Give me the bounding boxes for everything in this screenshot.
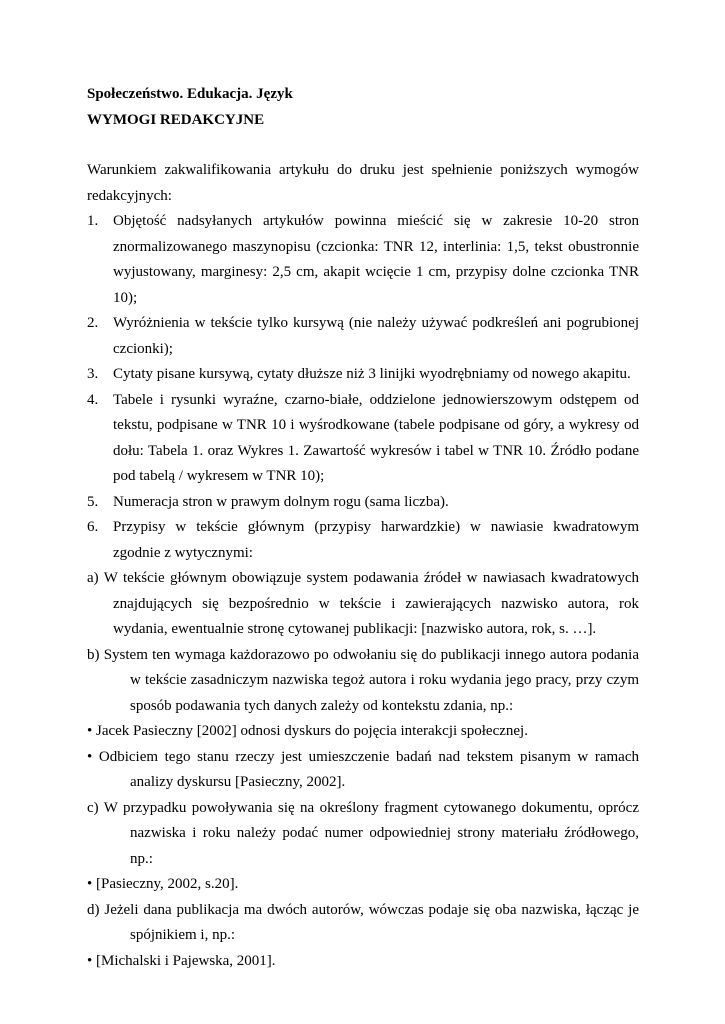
item-number: 3. — [87, 366, 99, 382]
journal-name: Społeczeństwo. Edukacja. Język — [87, 86, 293, 102]
item-number: 5. — [87, 493, 99, 510]
example-bullet: • [Michalski i Pajewska, 2001]. — [87, 952, 276, 969]
spacer — [87, 133, 639, 158]
list-item — [87, 388, 639, 490]
item-text: Cytaty pisane kursywą, cytaty dłuższe niż 3 linijki wyodrębniamy od nowego akapitu. — [113, 366, 631, 382]
item-text: Tabele i rysunki wyraźne, czarno-białe, oddzielone jednowierszowym odstępem od tekstu, podpisane w TNR 10 i wyśrodkowane (tabele podpisane od góry, a wykresy od dołu: Tabela 1. oraz Wykres 1. Zawartość wykresów i tabel w TNR 10. Źródło podane pod tabelą / wykresem w TNR 10); — [113, 391, 639, 484]
example-bullet: • [Pasieczny, 2002, s.20]. — [87, 876, 239, 892]
item-text: Numeracja stron w prawym dolnym rogu (sama liczba). — [113, 493, 449, 510]
list-item — [87, 362, 639, 388]
item-text: Wyróżnienia w tekście tylko kursywą (nie należy używać podkreśleń ani pogrubionej czcionki); — [113, 315, 639, 357]
example-bullet: • Odbiciem tego stanu rzeczy jest umieszczenie badań nad tekstem pisanym w ramach analizy dyskursu [Pasieczny, 2002]. — [87, 748, 639, 790]
list-item — [87, 515, 639, 566]
item-number: 4. — [87, 391, 99, 408]
list-item — [87, 311, 639, 362]
item-number: 6. — [87, 519, 99, 535]
example-bullet: • Jacek Pasieczny [2002] odnosi dyskurs do pojęcia interakcji społecznej. — [87, 723, 528, 739]
subpoint-b: b) System ten wymaga każdorazowo po odwołaniu się do publikacji innego autora podania w tekście zasadniczym nazwiska tegoż autora i roku wydania jego pracy, przy czym sposób podawania tych danych zależy od kontekstu zdania, np.: — [87, 646, 639, 714]
item-number: 2. — [87, 315, 99, 331]
subpoint-a: a) W tekście głównym obowiązuje system podawania źródeł w nawiasach kwadratowych znajdujących się bezpośrednio w tekście i zawierających nazwisko autora, rok wydania, ewentualnie stronę cytowanej publikacji: [nazwisko autora, rok, s. …]. — [87, 570, 639, 637]
page-title: WYMOGI REDAKCYJNE — [87, 111, 265, 128]
subpoint-d: d) Jeżeli dana publikacja ma dwóch autorów, wówczas podaje się oba nazwiska, łącząc je spójnikiem i, np.: — [87, 901, 639, 943]
item-text: Objętość nadsyłanych artykułów powinna mieścić się w zakresie 10-20 stron znormalizowanego maszynopisu (czcionka: TNR 12, interlinia: 1,5, tekst obustronnie wyjustowany, marginesy: 2,5 cm, akapit wcięcie 1 cm, przypisy dolne czcionka TNR 10); — [113, 213, 639, 306]
subpoint-c: c) W przypadku powoływania się na określony fragment cytowanego dokumentu, oprócz nazwiska i roku należy podać numer odpowiedniej strony materiału źródłowego, np.: — [87, 799, 639, 867]
list-item — [87, 209, 639, 311]
intro-paragraph: Warunkiem zakwalifikowania artykułu do druku jest spełnienie poniższych wymogów redakcyjnych: — [87, 162, 639, 204]
item-number: 1. — [87, 213, 99, 229]
item-text: Przypisy w tekście głównym (przypisy harwardzkie) w nawiasie kwadratowym zgodnie z wytycznymi: — [113, 519, 639, 561]
document-page — [87, 82, 639, 974]
list-item — [87, 490, 639, 516]
